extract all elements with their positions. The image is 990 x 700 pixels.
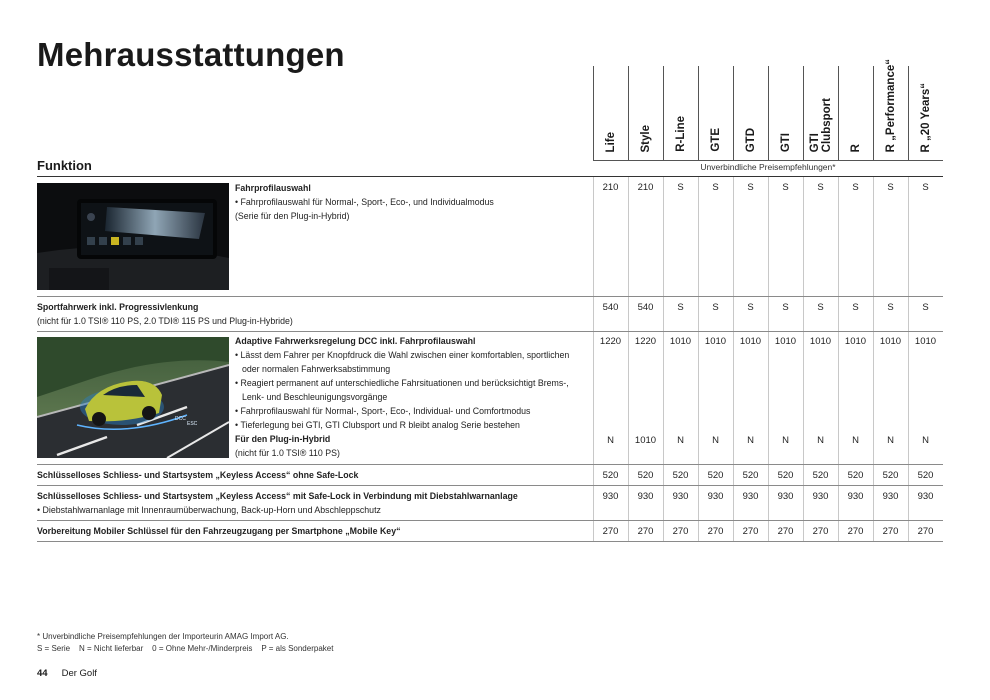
price-cell: S bbox=[712, 182, 719, 193]
image-label: ESC bbox=[187, 421, 198, 427]
price-cell: 270 bbox=[812, 526, 829, 537]
price-cell: N bbox=[782, 435, 789, 446]
infotainment-display-image bbox=[37, 183, 229, 290]
price-cell: 540 bbox=[602, 302, 619, 313]
price-cell: 270 bbox=[637, 526, 654, 537]
footnote-legend: S = Serie N = Nicht lieferbar 0 = Ohne Mehr-/Minderpreis P = als Sonderpaket bbox=[37, 644, 334, 653]
column-header-gte bbox=[698, 66, 733, 152]
price-cell: 520 bbox=[812, 470, 829, 481]
price-cell: 520 bbox=[917, 470, 934, 481]
price-cell: S bbox=[922, 182, 929, 193]
price-cell: N bbox=[852, 435, 859, 446]
price-cell: 210 bbox=[602, 182, 619, 193]
price-cell: 1010 bbox=[704, 336, 727, 347]
function-column-label: Funktion bbox=[37, 158, 92, 173]
column-header-r bbox=[838, 66, 873, 152]
price-cell: 270 bbox=[777, 526, 794, 537]
feature-description bbox=[37, 524, 587, 538]
price-cell: S bbox=[747, 182, 754, 193]
price-cell: S bbox=[817, 302, 824, 313]
price-cell: 270 bbox=[742, 526, 759, 537]
feature-note: (Serie für den Plug-in-Hybrid) bbox=[235, 211, 350, 221]
feature-note: (nicht für 1.0 TSI® 110 PS) bbox=[235, 448, 340, 458]
feature-description bbox=[37, 489, 587, 517]
image-label: DCC bbox=[175, 416, 186, 422]
price-cell: 930 bbox=[777, 491, 794, 502]
price-cell: 210 bbox=[637, 182, 654, 193]
feature-description bbox=[235, 334, 585, 460]
price-cell: 520 bbox=[672, 470, 689, 481]
table-row-dcc bbox=[37, 332, 943, 465]
price-cell: 1010 bbox=[844, 336, 867, 347]
price-cell: 1220 bbox=[599, 336, 622, 347]
price-cell: S bbox=[747, 302, 754, 313]
price-cell: S bbox=[852, 302, 859, 313]
feature-title: Adaptive Fahrwerksregelung DCC inkl. Fahrprofilauswahl bbox=[235, 336, 476, 346]
feature-bullet: • Diebstahlwarnanlage mit Innenraumüberwachung, Back-up-Horn und Abschleppschutz bbox=[37, 505, 381, 515]
price-cell: N bbox=[922, 435, 929, 446]
price-note: Unverbindliche Preisempfehlungen* bbox=[700, 162, 836, 172]
price-cell: 930 bbox=[812, 491, 829, 502]
column-header-label: GTI bbox=[779, 132, 792, 152]
price-cell: 520 bbox=[882, 470, 899, 481]
feature-bullet: • Fahrprofilauswahl für Normal-, Sport-, Eco-, und Individualmodus bbox=[235, 197, 494, 207]
price-cell: 930 bbox=[917, 491, 934, 502]
price-cell: 930 bbox=[742, 491, 759, 502]
price-cell: 930 bbox=[882, 491, 899, 502]
header-rule bbox=[593, 160, 943, 161]
footnote-price: * Unverbindliche Preisempfehlungen der Importeurin AMAG Import AG. bbox=[37, 632, 289, 641]
table-row-fahrprofilauswahl bbox=[37, 177, 943, 297]
price-cell: N bbox=[817, 435, 824, 446]
price-cell: 1010 bbox=[774, 336, 797, 347]
price-cell: 520 bbox=[777, 470, 794, 481]
column-header-label: R-Line bbox=[674, 116, 687, 152]
feature-title: Vorbereitung Mobiler Schlüssel für den Fahrzeugzugang per Smartphone „Mobile Key“ bbox=[37, 526, 401, 536]
price-cell: 520 bbox=[847, 470, 864, 481]
price-cell: 520 bbox=[742, 470, 759, 481]
column-header-r-performance bbox=[873, 58, 908, 152]
column-header-life bbox=[593, 66, 628, 152]
price-cell: 520 bbox=[707, 470, 724, 481]
price-cell: 270 bbox=[882, 526, 899, 537]
column-header-label: R bbox=[849, 143, 862, 152]
price-cell: S bbox=[712, 302, 719, 313]
price-cell: N bbox=[747, 435, 754, 446]
feature-note: (nicht für 1.0 TSI® 110 PS, 2.0 TDI® 115 PS und Plug-in-Hybride) bbox=[37, 316, 293, 326]
price-cell: S bbox=[677, 302, 684, 313]
price-cell: 930 bbox=[602, 491, 619, 502]
price-cell: S bbox=[782, 302, 789, 313]
feature-description bbox=[235, 181, 585, 223]
feature-bullet: • Tieferlegung bei GTI, GTI Clubsport und R bleibt analog Serie bestehen bbox=[235, 420, 520, 430]
price-cell: 1010 bbox=[739, 336, 762, 347]
column-header-gti bbox=[768, 66, 803, 152]
dcc-car-image bbox=[37, 337, 229, 458]
price-cell: 270 bbox=[602, 526, 619, 537]
price-cell: 930 bbox=[672, 491, 689, 502]
price-cell: N bbox=[712, 435, 719, 446]
price-cell: 270 bbox=[672, 526, 689, 537]
feature-title: Fahrprofilauswahl bbox=[235, 183, 311, 193]
price-cell: 520 bbox=[637, 470, 654, 481]
price-cell: N bbox=[887, 435, 894, 446]
price-cell: 540 bbox=[637, 302, 654, 313]
page-number: 44 bbox=[37, 668, 48, 679]
price-cell: S bbox=[922, 302, 929, 313]
price-cell: 1220 bbox=[634, 336, 657, 347]
table-row-sportfahrwerk bbox=[37, 297, 943, 332]
price-cell: S bbox=[887, 302, 894, 313]
column-header-gti-clubsport bbox=[803, 66, 838, 152]
price-cell: N bbox=[677, 435, 684, 446]
column-header-r-20-years bbox=[908, 66, 943, 152]
column-header-label: Life bbox=[604, 131, 617, 152]
column-header-label: GTD bbox=[744, 127, 757, 152]
price-cell: 930 bbox=[637, 491, 654, 502]
price-cell: 520 bbox=[602, 470, 619, 481]
price-cell: 1010 bbox=[634, 435, 657, 446]
price-cell: S bbox=[852, 182, 859, 193]
table-row-keyless-mit-safe-lock bbox=[37, 486, 943, 521]
feature-title: Sportfahrwerk inkl. Progressivlenkung bbox=[37, 302, 199, 312]
price-cell: 270 bbox=[707, 526, 724, 537]
column-header-label: R „20 Years“ bbox=[919, 82, 932, 152]
table-row-keyless-ohne-safe-lock bbox=[37, 465, 943, 486]
feature-bullet: • Fahrprofilauswahl für Normal-, Sport-, Eco-, Individual- und Comfortmodus bbox=[235, 406, 531, 416]
price-cell: S bbox=[677, 182, 684, 193]
table-row-mobile-key bbox=[37, 521, 943, 542]
column-header-gtd bbox=[733, 66, 768, 152]
feature-bullet: • Lässt dem Fahrer per Knopfdruck die Wahl zwischen einer komfortablen, sportlichen oder normalen Fahrwerksabstimmung bbox=[235, 350, 570, 374]
price-cell: 270 bbox=[847, 526, 864, 537]
column-header-label: Style bbox=[639, 124, 652, 152]
feature-subtitle: Für den Plug-in-Hybrid bbox=[235, 434, 331, 444]
price-cell: 1010 bbox=[809, 336, 832, 347]
price-cell: S bbox=[887, 182, 894, 193]
price-cell: 930 bbox=[707, 491, 724, 502]
column-header-label: R „Performance“ bbox=[884, 58, 897, 152]
feature-bullet: • Reagiert permanent auf unterschiedliche Fahrsituationen und berücksichtigt Brems-, Lenk- und Beschleunigungsvorgänge bbox=[235, 378, 569, 402]
price-cell: 1010 bbox=[914, 336, 937, 347]
column-header-style bbox=[628, 66, 663, 152]
price-cell: 270 bbox=[917, 526, 934, 537]
page-title: Mehrausstattungen bbox=[37, 36, 345, 73]
column-header-r-line bbox=[663, 66, 698, 152]
feature-title: Schlüsselloses Schliess- und Startsystem „Keyless Access“ ohne Safe-Lock bbox=[37, 470, 359, 480]
column-header-label: GTI Clubsport bbox=[808, 97, 833, 152]
price-cell: N bbox=[607, 435, 614, 446]
price-cell: 1010 bbox=[879, 336, 902, 347]
price-cell: S bbox=[817, 182, 824, 193]
feature-title: Schlüsselloses Schliess- und Startsystem „Keyless Access“ mit Safe-Lock in Verbindung mit Diebstahlwarnanlage bbox=[37, 491, 518, 501]
price-cell: 930 bbox=[847, 491, 864, 502]
column-header-label: GTE bbox=[709, 128, 722, 152]
publication-name: Der Golf bbox=[61, 668, 97, 679]
page-footer bbox=[37, 668, 97, 679]
price-cell: S bbox=[782, 182, 789, 193]
feature-description bbox=[37, 468, 587, 482]
price-cell: 1010 bbox=[669, 336, 692, 347]
feature-description bbox=[37, 300, 587, 328]
